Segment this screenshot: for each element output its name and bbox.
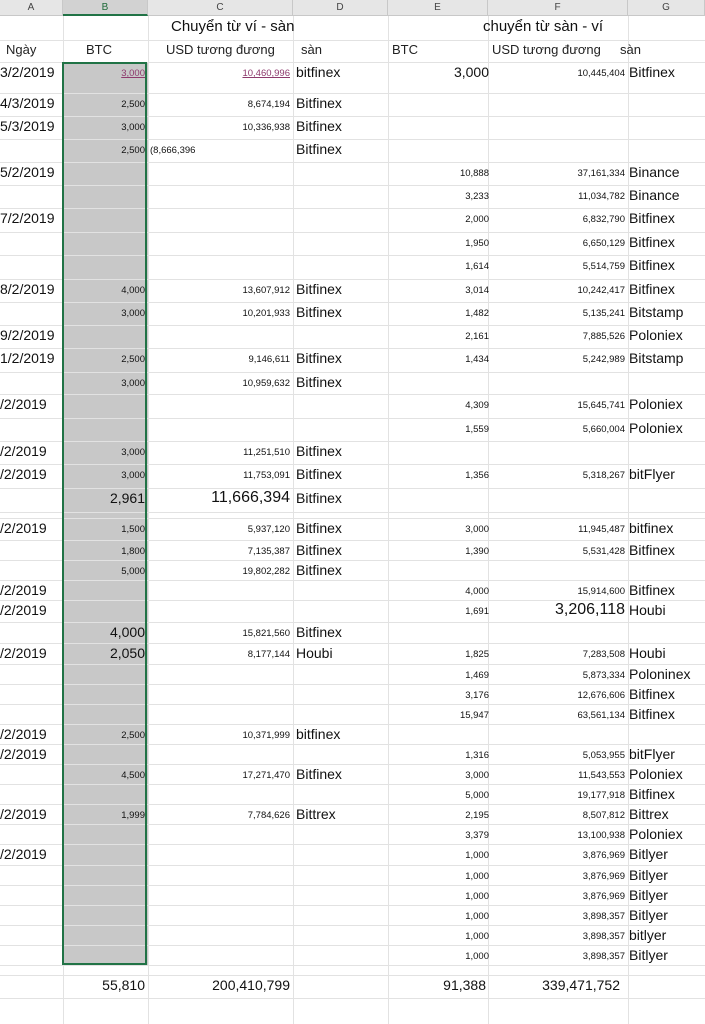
btc-received-cell[interactable]: 1,000 (465, 850, 489, 861)
date-cell[interactable]: /2/2019 (0, 602, 47, 618)
date-cell[interactable]: /2/2019 (0, 396, 47, 412)
usd-received-cell[interactable]: 3,898,357 (582, 911, 625, 922)
btc-received-cell[interactable]: 15,947 (459, 710, 489, 721)
btc-sent-cell[interactable]: 2,500 (121, 145, 145, 156)
date-cell[interactable]: 4/3/2019 (0, 95, 55, 111)
grid-hline (0, 998, 705, 999)
exchange-sent-cell[interactable]: Bitfinex (296, 304, 342, 320)
date-cell[interactable]: /2/2019 (0, 726, 47, 742)
header-date: Ngày (6, 42, 37, 57)
exchange-received-cell[interactable]: Bitstamp (629, 350, 684, 366)
exchange-received-cell[interactable]: Bitstamp (629, 304, 684, 320)
usd-received-cell[interactable]: 7,885,526 (582, 331, 625, 342)
btc-received-cell[interactable]: 10,888 (459, 168, 489, 179)
exchange-received-cell[interactable]: Binance (629, 164, 680, 180)
usd-sent-cell[interactable]: 7,784,626 (247, 810, 290, 821)
btc-sent-cell[interactable]: 4,500 (121, 770, 145, 781)
usd-sent-cell[interactable]: 13,607,912 (242, 285, 290, 296)
usd-received-cell[interactable]: 3,898,357 (582, 951, 625, 962)
column-b-selection[interactable] (62, 62, 147, 965)
btc-received-cell[interactable]: 1,691 (465, 606, 489, 617)
column-header-a[interactable]: A (0, 0, 63, 16)
exchange-sent-cell[interactable]: Bitfinex (296, 520, 342, 536)
exchange-received-cell[interactable]: bitlyer (629, 927, 667, 943)
btc-sent-cell[interactable]: 2,961 (109, 490, 145, 506)
btc-received-cell[interactable]: 1,000 (465, 951, 489, 962)
exchange-received-cell[interactable]: Bitfinex (629, 64, 675, 80)
usd-received-cell[interactable]: 6,650,129 (582, 238, 625, 249)
exchange-sent-cell[interactable]: Bitfinex (296, 118, 342, 134)
exchange-sent-cell[interactable]: Bittrex (296, 806, 336, 822)
btc-sent-cell[interactable]: 3,000 (121, 470, 145, 481)
exchange-sent-cell[interactable]: Bitfinex (296, 350, 342, 366)
usd-received-cell[interactable]: 12,676,606 (577, 690, 625, 701)
btc-sent-cell[interactable]: 3,000 (121, 308, 145, 319)
exchange-sent-cell[interactable]: Bitfinex (296, 562, 342, 578)
date-cell[interactable]: /2/2019 (0, 746, 47, 762)
total-usd-received[interactable]: 339,471,752 (542, 977, 620, 993)
header-ex-left: sàn (301, 42, 322, 57)
exchange-received-cell[interactable]: Bittrex (629, 806, 669, 822)
usd-received-cell[interactable]: 5,514,759 (582, 261, 625, 272)
header-usd-right: USD tương đương (492, 42, 601, 57)
usd-sent-cell[interactable]: 8,177,144 (247, 649, 290, 660)
usd-received-cell[interactable]: 5,660,004 (582, 424, 625, 435)
total-btc-received[interactable]: 91,388 (443, 977, 486, 993)
usd-received-cell[interactable]: 37,161,334 (577, 168, 625, 179)
usd-sent-cell[interactable]: 10,371,999 (242, 730, 290, 741)
btc-sent-cell[interactable]: 4,000 (121, 285, 145, 296)
exchange-received-cell[interactable]: Poloninex (629, 666, 691, 682)
btc-sent-cell[interactable]: 3,000 (121, 447, 145, 458)
btc-received-cell[interactable]: 1,825 (465, 649, 489, 660)
exchange-sent-cell[interactable]: Bitfinex (296, 490, 342, 506)
usd-sent-cell[interactable]: 7,135,387 (247, 546, 290, 557)
btc-sent-cell[interactable]: 2,500 (121, 354, 145, 365)
date-cell[interactable]: 9/2/2019 (0, 327, 55, 343)
btc-sent-cell[interactable]: 2,500 (121, 99, 145, 110)
date-cell[interactable]: 8/2/2019 (0, 281, 55, 297)
grid-hline (0, 40, 705, 41)
usd-sent-cell[interactable]: 10,336,938 (242, 122, 290, 133)
btc-sent-cell[interactable]: 3,000 (121, 68, 145, 79)
exchange-sent-cell[interactable]: Bitfinex (296, 374, 342, 390)
btc-received-cell[interactable]: 1,614 (465, 261, 489, 272)
btc-received-cell[interactable]: 2,000 (465, 214, 489, 225)
usd-received-cell[interactable]: 11,945,487 (578, 524, 625, 535)
usd-received-cell[interactable]: 63,561,134 (577, 710, 625, 721)
usd-received-cell[interactable]: 5,318,267 (582, 470, 625, 481)
exchange-received-cell[interactable]: Poloniex (629, 327, 683, 343)
usd-sent-cell[interactable]: 10,201,933 (242, 308, 290, 319)
btc-received-cell[interactable]: 3,379 (465, 830, 489, 841)
exchange-received-cell[interactable]: Bitfinex (629, 234, 675, 250)
title-exchange-to-wallet: chuyển từ sàn - ví (483, 18, 604, 35)
exchange-sent-cell[interactable]: Bitfinex (296, 466, 342, 482)
btc-received-cell[interactable]: 3,000 (465, 524, 489, 535)
usd-sent-cell[interactable]: 11,251,510 (243, 447, 290, 458)
usd-received-cell[interactable]: 3,206,118 (555, 601, 625, 618)
btc-received-cell[interactable]: 2,161 (465, 331, 489, 342)
date-cell[interactable]: /2/2019 (0, 443, 47, 459)
btc-sent-cell[interactable]: 1,500 (121, 524, 145, 535)
btc-sent-cell[interactable]: 5,000 (121, 566, 145, 577)
exchange-received-cell[interactable]: Bitfinex (629, 542, 675, 558)
date-cell[interactable]: /2/2019 (0, 846, 47, 862)
date-cell[interactable]: 5/3/2019 (0, 118, 55, 134)
btc-received-cell[interactable]: 5,000 (465, 790, 489, 801)
btc-received-cell[interactable]: 1,000 (465, 871, 489, 882)
grid-vline (148, 16, 149, 1024)
header-usd-left: USD tương đương (166, 42, 275, 57)
exchange-received-cell[interactable]: Bitlyer (629, 887, 668, 903)
date-cell[interactable]: /2/2019 (0, 645, 47, 661)
usd-sent-cell[interactable]: 15,821,560 (242, 628, 290, 639)
usd-sent-cell[interactable]: 17,271,470 (242, 770, 290, 781)
btc-received-cell[interactable]: 1,000 (465, 891, 489, 902)
exchange-sent-cell[interactable]: Bitfinex (296, 443, 342, 459)
exchange-received-cell[interactable]: Houbi (629, 602, 666, 618)
btc-received-cell[interactable]: 1,559 (465, 424, 489, 435)
column-header-b[interactable]: B (63, 0, 148, 16)
btc-received-cell[interactable]: 3,000 (465, 770, 489, 781)
btc-received-cell[interactable]: 1,356 (465, 470, 489, 481)
exchange-received-cell[interactable]: Bitlyer (629, 907, 668, 923)
btc-sent-cell[interactable]: 4,000 (109, 624, 145, 640)
usd-received-cell[interactable]: 3,876,969 (582, 891, 625, 902)
usd-received-cell[interactable]: 3,898,357 (582, 931, 625, 942)
column-header-c[interactable]: C (148, 0, 293, 16)
exchange-sent-cell[interactable]: Bitfinex (296, 281, 342, 297)
btc-received-cell[interactable]: 1,482 (465, 308, 489, 319)
date-cell[interactable]: 3/2/2019 (0, 64, 55, 80)
usd-received-cell[interactable]: 5,531,428 (582, 546, 625, 557)
usd-sent-cell[interactable]: 11,753,091 (243, 470, 290, 481)
exchange-received-cell[interactable]: Binance (629, 187, 680, 203)
date-cell[interactable]: /2/2019 (0, 806, 47, 822)
btc-received-cell[interactable]: 3,233 (465, 191, 489, 202)
exchange-received-cell[interactable]: Poloniex (629, 826, 683, 842)
usd-received-cell[interactable]: 10,242,417 (577, 285, 625, 296)
btc-received-cell[interactable]: 1,316 (465, 750, 489, 761)
usd-received-cell[interactable]: 19,177,918 (577, 790, 625, 801)
btc-received-cell[interactable]: 1,390 (465, 546, 489, 557)
usd-received-cell[interactable]: 13,100,938 (577, 830, 625, 841)
usd-sent-cell[interactable]: (8,666,396 (150, 145, 196, 156)
exchange-received-cell[interactable]: Bitfinex (629, 281, 675, 297)
exchange-received-cell[interactable]: Bitlyer (629, 867, 668, 883)
usd-received-cell[interactable]: 6,832,790 (582, 214, 625, 225)
total-btc-sent[interactable]: 55,810 (102, 977, 145, 993)
exchange-received-cell[interactable]: Bitfinex (629, 686, 675, 702)
usd-received-cell[interactable]: 8,507,812 (582, 810, 625, 821)
header-btc-right: BTC (392, 42, 418, 57)
total-usd-sent[interactable]: 200,410,799 (212, 977, 290, 993)
usd-received-cell[interactable]: 5,242,989 (582, 354, 625, 365)
usd-received-cell[interactable]: 5,873,334 (582, 670, 625, 681)
usd-received-cell[interactable]: 3,876,969 (582, 871, 625, 882)
exchange-received-cell[interactable]: Houbi (629, 645, 666, 661)
exchange-sent-cell[interactable]: Bitfinex (296, 766, 342, 782)
usd-received-cell[interactable]: 11,543,553 (578, 770, 625, 781)
date-cell[interactable]: 7/2/2019 (0, 210, 55, 226)
exchange-received-cell[interactable]: Poloniex (629, 766, 683, 782)
exchange-received-cell[interactable]: Poloniex (629, 420, 683, 436)
exchange-received-cell[interactable]: Bitfinex (629, 257, 675, 273)
usd-sent-cell[interactable]: 9,146,611 (248, 354, 290, 365)
exchange-sent-cell[interactable]: Bitfinex (296, 95, 342, 111)
grid-hline (0, 975, 705, 976)
date-cell[interactable]: /2/2019 (0, 466, 47, 482)
exchange-received-cell[interactable]: bitFlyer (629, 466, 675, 482)
btc-received-cell[interactable]: 3,000 (453, 64, 489, 80)
column-header-g[interactable]: G (628, 0, 705, 16)
usd-sent-cell[interactable]: 5,937,120 (247, 524, 290, 535)
btc-received-cell[interactable]: 2,195 (465, 810, 489, 821)
btc-received-cell[interactable]: 1,950 (465, 238, 489, 249)
date-cell[interactable]: /2/2019 (0, 582, 47, 598)
btc-sent-cell[interactable]: 2,050 (109, 645, 145, 661)
btc-sent-cell[interactable]: 1,800 (121, 546, 145, 557)
exchange-received-cell[interactable]: Bitfinex (629, 706, 675, 722)
exchange-sent-cell[interactable]: bitfinex (296, 64, 341, 80)
column-header-d[interactable]: D (293, 0, 388, 16)
exchange-sent-cell[interactable]: Bitfinex (296, 141, 342, 157)
exchange-received-cell[interactable]: Bitlyer (629, 846, 668, 862)
usd-sent-cell[interactable]: 10,460,996 (242, 68, 290, 79)
exchange-received-cell[interactable]: Bitfinex (629, 210, 675, 226)
exchange-received-cell[interactable]: bitfinex (629, 520, 674, 536)
date-cell[interactable]: /2/2019 (0, 520, 47, 536)
grid-hline (0, 965, 705, 966)
btc-received-cell[interactable]: 3,176 (465, 690, 489, 701)
btc-sent-cell[interactable]: 1,999 (121, 810, 145, 821)
exchange-sent-cell[interactable]: bitfinex (296, 726, 341, 742)
exchange-received-cell[interactable]: Bitfinex (629, 582, 675, 598)
usd-received-cell[interactable]: 15,645,741 (577, 400, 625, 411)
usd-sent-cell[interactable]: 10,959,632 (242, 378, 290, 389)
date-cell[interactable]: 1/2/2019 (0, 350, 55, 366)
usd-received-cell[interactable]: 10,445,404 (577, 68, 625, 79)
btc-received-cell[interactable]: 4,309 (465, 400, 489, 411)
header-btc-left: BTC (86, 42, 112, 57)
column-header-e[interactable]: E (388, 0, 488, 16)
btc-received-cell[interactable]: 1,000 (465, 911, 489, 922)
exchange-received-cell[interactable]: Bitlyer (629, 947, 668, 963)
exchange-received-cell[interactable]: bitFlyer (629, 746, 675, 762)
btc-sent-cell[interactable]: 3,000 (121, 378, 145, 389)
header-ex-right: sàn (620, 42, 641, 57)
btc-sent-cell[interactable]: 3,000 (121, 122, 145, 133)
btc-received-cell[interactable]: 1,434 (465, 354, 489, 365)
btc-sent-cell[interactable]: 2,500 (121, 730, 145, 741)
exchange-sent-cell[interactable]: Bitfinex (296, 624, 342, 640)
exchange-sent-cell[interactable]: Houbi (296, 645, 333, 661)
usd-sent-cell[interactable]: 8,674,194 (247, 99, 290, 110)
grid-vline (388, 16, 389, 1024)
usd-received-cell[interactable]: 3,876,969 (582, 850, 625, 861)
btc-received-cell[interactable]: 1,469 (465, 670, 489, 681)
column-header-f[interactable]: F (488, 0, 628, 16)
title-wallet-to-exchange: Chuyển từ ví - sàn (171, 18, 295, 35)
btc-received-cell[interactable]: 1,000 (465, 931, 489, 942)
exchange-received-cell[interactable]: Poloniex (629, 396, 683, 412)
btc-received-cell[interactable]: 4,000 (465, 586, 489, 597)
btc-received-cell[interactable]: 3,014 (465, 285, 489, 296)
exchange-sent-cell[interactable]: Bitfinex (296, 542, 342, 558)
usd-received-cell[interactable]: 5,053,955 (582, 750, 625, 761)
usd-received-cell[interactable]: 7,283,508 (582, 649, 625, 660)
grid-vline (293, 16, 294, 1024)
usd-received-cell[interactable]: 5,135,241 (582, 308, 625, 319)
usd-received-cell[interactable]: 11,034,782 (578, 191, 625, 202)
exchange-received-cell[interactable]: Bitfinex (629, 786, 675, 802)
usd-received-cell[interactable]: 15,914,600 (577, 586, 625, 597)
date-cell[interactable]: 5/2/2019 (0, 164, 55, 180)
usd-sent-cell[interactable]: 19,802,282 (242, 566, 290, 577)
usd-sent-cell[interactable]: 11,666,394 (211, 489, 290, 506)
